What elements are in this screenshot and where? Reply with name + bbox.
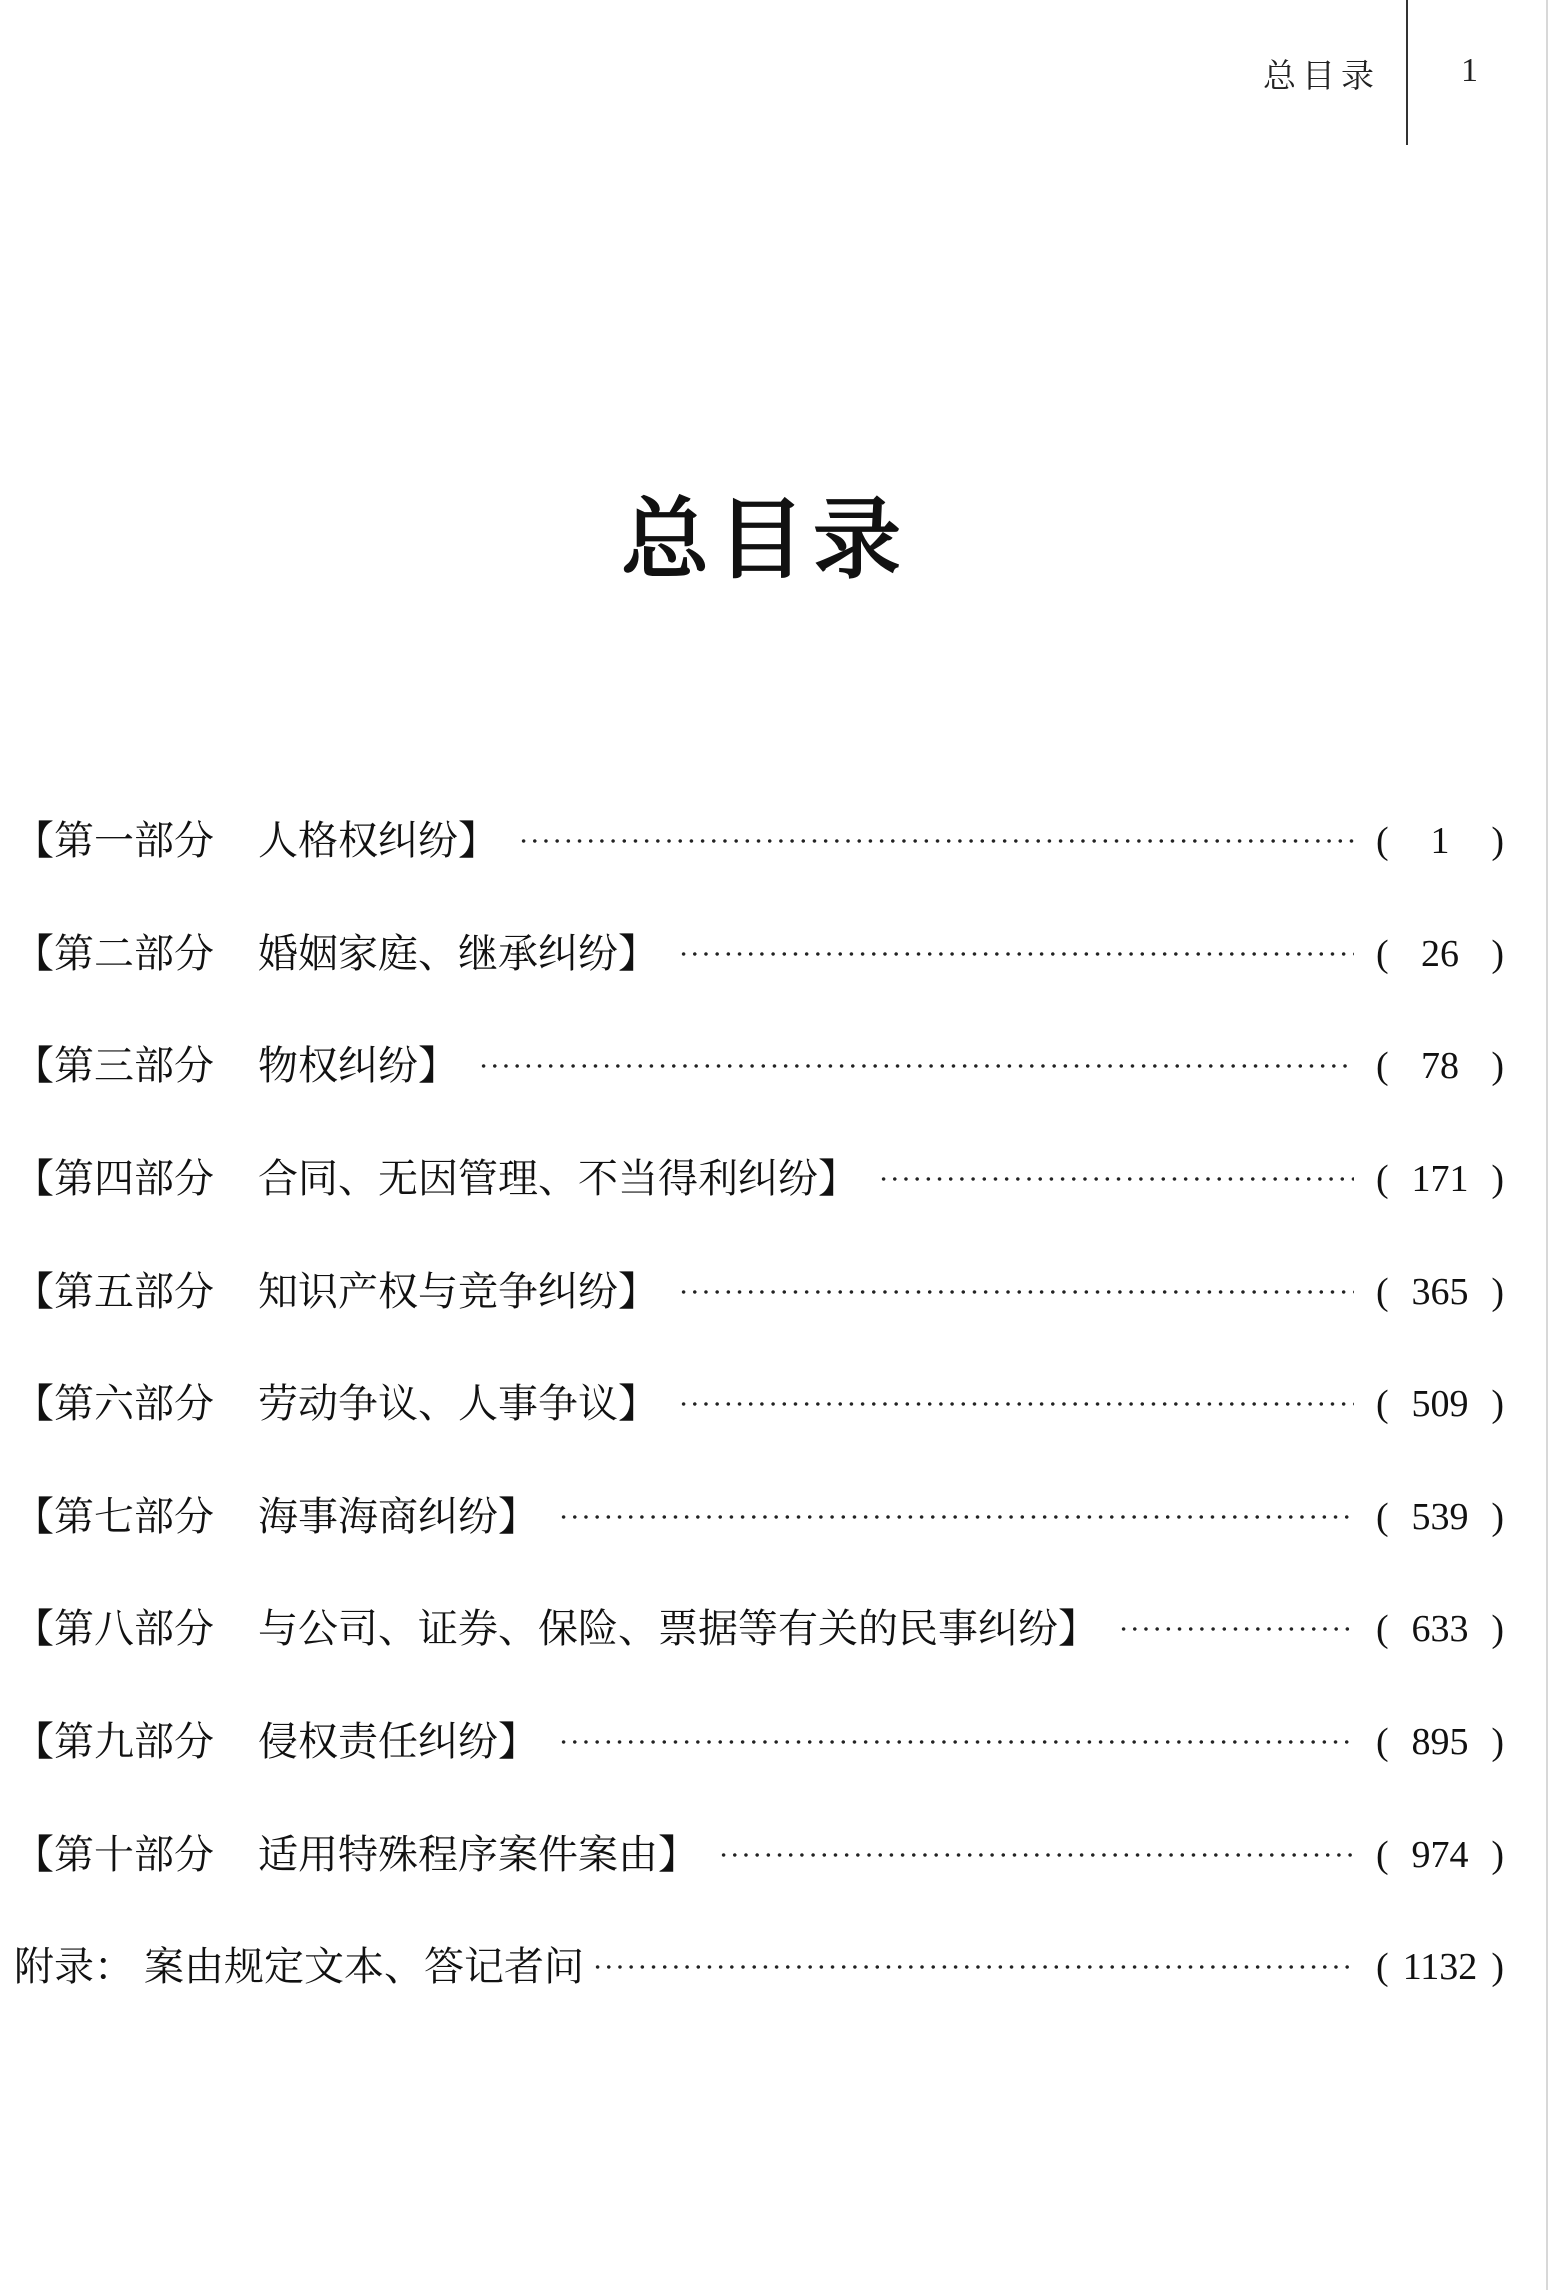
toc-page-ref xyxy=(1376,1383,1504,1426)
paren-open: ( xyxy=(1376,1045,1389,1088)
page-title: 总目录 xyxy=(620,487,909,591)
paren-open: ( xyxy=(1376,1721,1389,1764)
toc-entry-part-7[interactable] xyxy=(14,1461,1504,1574)
paren-open: ( xyxy=(1376,820,1389,863)
toc-page-ref xyxy=(1376,1045,1504,1088)
toc-page-ref xyxy=(1376,932,1504,975)
toc-page-number: 539 xyxy=(1411,1495,1469,1538)
toc-page-number: 26 xyxy=(1421,932,1459,975)
toc-entry-part-9[interactable] xyxy=(14,1686,1504,1799)
dot-leader xyxy=(592,1965,1354,1969)
paren-close: ) xyxy=(1491,1833,1504,1876)
paren-open: ( xyxy=(1376,932,1389,975)
paren-open: ( xyxy=(1376,1270,1389,1313)
toc-entry-part-10[interactable] xyxy=(14,1798,1504,1911)
toc-part-label: 【第五部分 xyxy=(14,1268,214,1315)
toc-part-label: 【第十部分 xyxy=(14,1831,214,1878)
toc-part-label: 【第六部分 xyxy=(14,1381,214,1428)
toc-page-ref xyxy=(1376,1495,1504,1538)
toc-part-label: 【第九部分 xyxy=(14,1719,214,1766)
toc-part-label: 【第四部分 xyxy=(14,1156,214,1203)
toc-page-number: 509 xyxy=(1411,1383,1469,1426)
paren-close: ) xyxy=(1491,1270,1504,1313)
toc-entry-part-3[interactable] xyxy=(14,1010,1504,1123)
paren-close: ) xyxy=(1491,1721,1504,1764)
toc-title: 劳动争议、人事争议】 xyxy=(258,1381,658,1428)
dot-leader xyxy=(678,1290,1354,1294)
toc-page-number: 974 xyxy=(1411,1833,1469,1876)
paren-close: ) xyxy=(1491,1946,1504,1989)
toc-title: 适用特殊程序案件案由】 xyxy=(258,1831,698,1878)
toc-title: 海事海商纠纷】 xyxy=(258,1493,538,1540)
paren-open: ( xyxy=(1376,1383,1389,1426)
paren-open: ( xyxy=(1376,1833,1389,1876)
toc-part-label: 【第二部分 xyxy=(14,930,214,977)
paren-close: ) xyxy=(1491,1383,1504,1426)
paren-open: ( xyxy=(1376,1608,1389,1651)
toc-entry-part-2[interactable] xyxy=(14,898,1504,1011)
paren-open: ( xyxy=(1376,1946,1389,1989)
toc-title: 婚姻家庭、继承纠纷】 xyxy=(258,930,658,977)
toc-page-ref xyxy=(1376,1833,1504,1876)
toc-page-number: 171 xyxy=(1411,1158,1469,1201)
toc-entry-part-5[interactable] xyxy=(14,1235,1504,1348)
toc-entry-part-4[interactable] xyxy=(14,1123,1504,1236)
toc-page-ref xyxy=(1376,1270,1504,1313)
toc-title: 侵权责任纠纷】 xyxy=(258,1719,538,1766)
dot-leader xyxy=(878,1177,1354,1181)
paren-open: ( xyxy=(1376,1495,1389,1538)
toc-page-number: 78 xyxy=(1421,1045,1459,1088)
dot-leader xyxy=(558,1515,1354,1519)
table-of-contents xyxy=(14,785,1504,2024)
paren-close: ) xyxy=(1491,1045,1504,1088)
toc-page-ref xyxy=(1376,1608,1504,1651)
toc-title: 与公司、证券、保险、票据等有关的民事纠纷】 xyxy=(258,1606,1098,1653)
running-header xyxy=(1220,44,1550,104)
dot-leader xyxy=(558,1740,1354,1744)
toc-title: 合同、无因管理、不当得利纠纷】 xyxy=(258,1156,858,1203)
page-number: 1 xyxy=(1461,52,1478,89)
toc-entry-part-6[interactable] xyxy=(14,1348,1504,1461)
toc-part-label: 【第七部分 xyxy=(14,1493,214,1540)
paren-close: ) xyxy=(1491,1158,1504,1201)
paren-close: ) xyxy=(1491,1495,1504,1538)
running-title: 总目录 xyxy=(1263,56,1380,95)
toc-page-number: 633 xyxy=(1411,1608,1469,1651)
toc-page-number: 1 xyxy=(1430,820,1450,863)
toc-title: 人格权纠纷】 xyxy=(258,818,498,865)
paren-open: ( xyxy=(1376,1158,1389,1201)
toc-page-number: 1132 xyxy=(1402,1946,1478,1989)
appendix-label: 附录： xyxy=(14,1944,134,1991)
dot-leader xyxy=(678,1402,1354,1406)
toc-entry-appendix[interactable] xyxy=(14,1911,1504,2024)
toc-part-label: 【第一部分 xyxy=(14,818,214,865)
dot-leader xyxy=(478,1064,1354,1068)
toc-page-number: 365 xyxy=(1411,1270,1469,1313)
toc-page-ref xyxy=(1376,820,1504,863)
toc-part-label: 【第八部分 xyxy=(14,1606,214,1653)
toc-page-ref xyxy=(1376,1158,1504,1201)
toc-entry-part-8[interactable] xyxy=(14,1573,1504,1686)
dot-leader xyxy=(678,952,1354,956)
paren-close: ) xyxy=(1491,1608,1504,1651)
dot-leader xyxy=(1118,1627,1354,1631)
toc-page-number: 895 xyxy=(1411,1721,1469,1764)
page-edge xyxy=(1546,0,1548,2290)
toc-entry-part-1[interactable] xyxy=(14,785,1504,898)
toc-title: 物权纠纷】 xyxy=(258,1043,458,1090)
toc-page-ref xyxy=(1376,1721,1504,1764)
paren-close: ) xyxy=(1491,820,1504,863)
dot-leader xyxy=(718,1853,1354,1857)
toc-title: 知识产权与竞争纠纷】 xyxy=(258,1268,658,1315)
header-divider xyxy=(1406,0,1408,145)
paren-close: ) xyxy=(1491,932,1504,975)
dot-leader xyxy=(518,839,1354,843)
toc-part-label: 【第三部分 xyxy=(14,1043,214,1090)
toc-page-ref xyxy=(1376,1946,1504,1989)
appendix-title: 案由规定文本、答记者问 xyxy=(144,1944,584,1991)
